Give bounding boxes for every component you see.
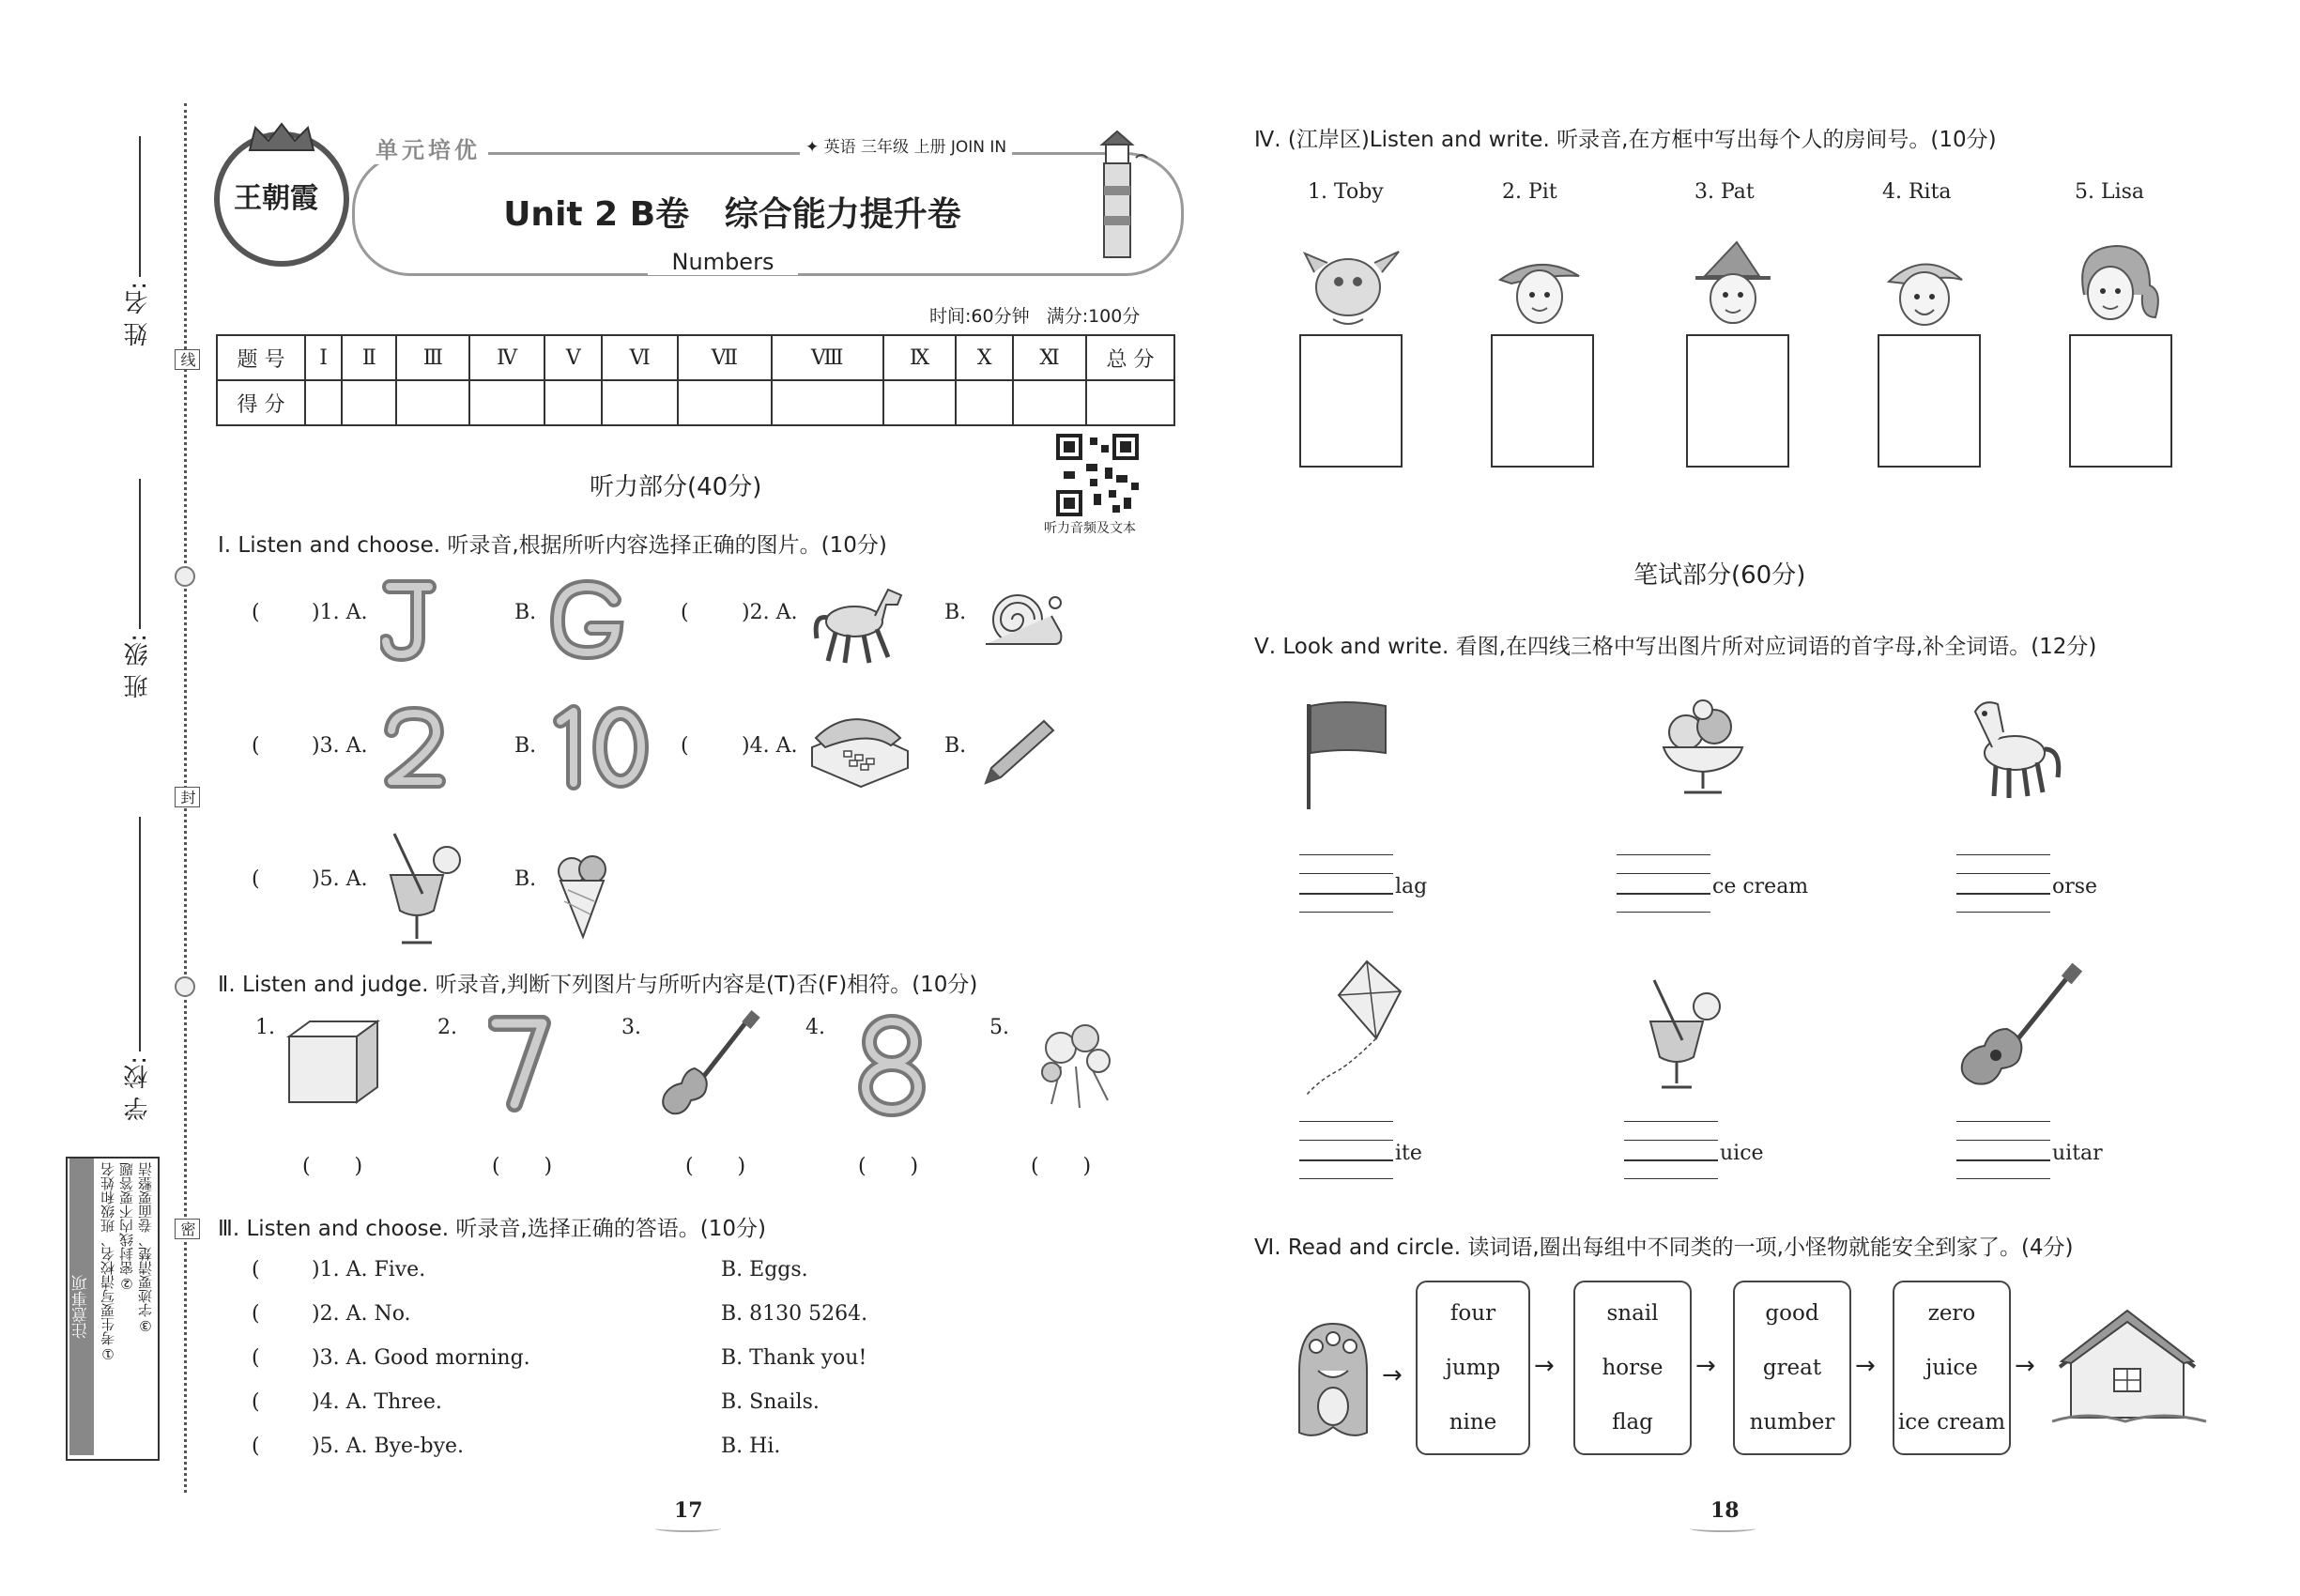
school-label: 学 校:: [124, 1056, 152, 1122]
q2-label: )2. A.: [742, 601, 798, 624]
juice-glass-icon: [1633, 973, 1727, 1095]
room-number-box-pat[interactable]: [1686, 334, 1789, 468]
score-col-8: Ⅷ: [772, 335, 883, 380]
word-group-1[interactable]: [1416, 1281, 1530, 1455]
section-3-title: Ⅲ. Listen and choose. 听录音,选择正确的答语。(10分): [218, 1217, 766, 1241]
score-col-6: Ⅵ: [602, 335, 678, 380]
score-cell[interactable]: [772, 380, 883, 425]
word-option[interactable]: good: [1765, 1301, 1819, 1326]
number-8-icon[interactable]: [851, 1014, 933, 1117]
page-number-left-swoosh: [655, 1525, 721, 1532]
judge-4-answer[interactable]: ( ): [858, 1155, 921, 1178]
crayon-icon[interactable]: [976, 714, 1061, 789]
answer-paren[interactable]: (: [252, 1435, 262, 1458]
person-1-name: 1. Toby: [1308, 180, 1384, 204]
judge-3-num: 3.: [621, 1016, 641, 1039]
house-icon: [2050, 1307, 2210, 1429]
score-col-3: Ⅲ: [396, 335, 469, 380]
number-7-icon[interactable]: [488, 1012, 554, 1115]
horse-picture-icon: [1953, 691, 2065, 804]
four-line-grid-guitar[interactable]: [1956, 1121, 2050, 1179]
arrow-icon: →: [1855, 1352, 1876, 1380]
note-1: ①考生要写清校名、班级和姓名: [100, 1162, 116, 1362]
word-option[interactable]: horse: [1602, 1356, 1664, 1380]
written-part-title: 笔试部分(60分): [1633, 561, 1806, 590]
listening-part-title: 听力部分(40分): [590, 473, 762, 501]
judge-1-num: 1.: [255, 1016, 275, 1039]
section-1-title: Ⅰ. Listen and choose. 听录音,根据所听内容选择正确的图片。(10分): [218, 533, 887, 558]
score-col-total: 总 分: [1086, 335, 1174, 380]
score-cell[interactable]: [305, 380, 342, 425]
score-col-5: Ⅴ: [544, 335, 602, 380]
reply-5-a: )5. A. Bye-bye.: [312, 1435, 465, 1458]
reply-5-b: B. Hi.: [721, 1435, 781, 1458]
school-line[interactable]: [139, 817, 141, 1051]
reply-2-a: )2. A. No.: [312, 1302, 411, 1326]
word-suffix-kite: ite: [1395, 1142, 1422, 1165]
answer-paren[interactable]: (: [252, 1390, 262, 1414]
four-line-grid-ice-cream[interactable]: [1617, 854, 1710, 913]
qr-code-icon[interactable]: [1056, 434, 1139, 516]
class-label: 班 级:: [124, 634, 152, 699]
word-group-4[interactable]: [1893, 1281, 2011, 1455]
name-line[interactable]: [139, 136, 141, 277]
word-option[interactable]: juice: [1925, 1356, 1978, 1380]
unit-title: Unit 2 B卷 综合能力提升卷: [503, 195, 961, 234]
reply-4-a: )4. A. Three.: [312, 1390, 442, 1414]
word-option[interactable]: ice cream: [1897, 1410, 2006, 1435]
arrow-icon: →: [2015, 1352, 2035, 1380]
flowers-icon[interactable]: [1023, 1010, 1127, 1113]
judge-2-num: 2.: [437, 1016, 457, 1039]
score-cell[interactable]: [396, 380, 469, 425]
score-col-1: Ⅰ: [305, 335, 342, 380]
score-row2-label: 得 分: [217, 380, 305, 425]
word-suffix-juice: uice: [1720, 1142, 1764, 1165]
horse-icon[interactable]: [807, 573, 911, 667]
reply-4-b: B. Snails.: [721, 1390, 820, 1414]
q1-b-label: B.: [514, 601, 537, 624]
series-tag: 单元培优: [368, 131, 488, 164]
reply-1-b: B. Eggs.: [721, 1258, 808, 1281]
word-suffix-guitar: uitar: [2052, 1142, 2103, 1165]
person-5-name: 5. Lisa: [2075, 180, 2145, 204]
room-number-box-rita[interactable]: [1878, 334, 1981, 468]
word-option[interactable]: four: [1449, 1301, 1496, 1326]
snail-icon[interactable]: [976, 582, 1070, 657]
word-option[interactable]: great: [1762, 1356, 1822, 1380]
page-number-right-swoosh: [1690, 1525, 1756, 1532]
section-6-title: Ⅵ. Read and circle. 读词语,圈出每组中不同类的一项,小怪物就能安全到家了。(4分): [1254, 1235, 2074, 1260]
word-option[interactable]: zero: [1927, 1301, 1976, 1326]
word-group-2[interactable]: [1573, 1281, 1692, 1455]
monster-icon: [1286, 1314, 1380, 1446]
time-score: 时间:60分钟 满分:100分: [929, 306, 1141, 327]
cut-mark-2: 封: [175, 787, 200, 807]
name-label: 姓 名:: [124, 282, 152, 347]
crown-icon: [246, 122, 317, 152]
q4-b-label: B.: [944, 734, 967, 758]
person-2-name: 2. Pit: [1502, 180, 1557, 204]
toby-avatar-icon: [1296, 235, 1408, 329]
lisa-avatar-icon: [2065, 238, 2169, 332]
arrow-icon: →: [1382, 1361, 1403, 1389]
score-col-10: Ⅹ: [956, 335, 1013, 380]
room-number-box-toby[interactable]: [1299, 334, 1403, 468]
section-4-title: Ⅳ. (江岸区)Listen and write. 听录音,在方框中写出每个人的房间号。(10分): [1254, 128, 1997, 152]
answer-paren[interactable]: (: [252, 734, 262, 758]
score-cell[interactable]: [1086, 380, 1174, 425]
punch-hole-2: [175, 976, 195, 997]
punch-hole-1: [175, 566, 195, 587]
score-col-11: Ⅺ: [1013, 335, 1086, 380]
notes-box: [66, 1157, 160, 1461]
flag-icon: [1303, 698, 1393, 811]
score-table-score-row: [217, 380, 1174, 425]
guitar-picture-icon: [1953, 963, 2084, 1095]
kite-icon: [1301, 958, 1414, 1098]
guitar-icon[interactable]: [657, 1010, 760, 1123]
rita-avatar-icon: [1878, 244, 1971, 330]
answer-paren[interactable]: (: [252, 601, 262, 624]
pat-avatar-icon: [1686, 238, 1780, 330]
score-cell[interactable]: [469, 380, 544, 425]
ice-cream-icon[interactable]: [549, 847, 615, 941]
ice-cream-sundae-icon: [1656, 695, 1750, 798]
section-5-title: Ⅴ. Look and write. 看图,在四线三格中写出图片所对应词语的首字母,补全词语。(12分): [1254, 635, 2097, 659]
room-number-box-lisa[interactable]: [2069, 334, 2172, 468]
juice-icon[interactable]: [376, 828, 466, 948]
qr-caption: 听力音频及文本: [1044, 521, 1136, 536]
lighthouse-icon: [1080, 130, 1155, 261]
cut-mark-1: 线: [175, 349, 200, 370]
score-cell[interactable]: [342, 380, 396, 425]
score-cell[interactable]: [956, 380, 1013, 425]
person-3-name: 3. Pat: [1694, 180, 1755, 204]
judge-2-answer[interactable]: ( ): [492, 1155, 555, 1178]
q4-label: )4. A.: [742, 734, 798, 758]
reply-3-b: B. Thank you!: [721, 1346, 867, 1370]
page-number-left: 17: [674, 1498, 703, 1523]
cut-mark-3: 密: [175, 1219, 200, 1239]
answer-paren[interactable]: (: [681, 601, 691, 624]
answer-paren[interactable]: (: [252, 1258, 262, 1281]
section-2-title: Ⅱ. Listen and judge. 听录音,判断下列图片与所听内容是(T)否(F)相符。(10分): [218, 973, 978, 997]
score-col-2: Ⅱ: [342, 335, 396, 380]
judge-5-num: 5.: [989, 1016, 1009, 1039]
q1-label: )1. A.: [312, 601, 368, 624]
word-option[interactable]: flag: [1612, 1410, 1653, 1435]
judge-1-answer[interactable]: ( ): [302, 1155, 365, 1178]
note-3: ③字迹要清楚、卷面要整洁: [137, 1162, 154, 1334]
score-cell[interactable]: [883, 380, 957, 425]
word-group-3[interactable]: [1733, 1281, 1851, 1455]
score-cell[interactable]: [1013, 380, 1086, 425]
score-col-7: Ⅶ: [678, 335, 772, 380]
number-10-icon[interactable]: [549, 702, 652, 792]
q2-b-label: B.: [944, 601, 967, 624]
reply-1-a: )1. A. Five.: [312, 1258, 426, 1281]
reply-2-b: B. 8130 5264.: [721, 1302, 868, 1326]
four-line-grid-horse[interactable]: [1956, 854, 2050, 913]
brand-logo: [214, 131, 349, 267]
word-option[interactable]: number: [1749, 1410, 1835, 1435]
word-suffix-horse: orse: [2052, 875, 2098, 898]
brand-name: 王朝霞: [234, 182, 318, 215]
letter-j-icon[interactable]: [380, 577, 437, 662]
note-2: ②密封线内不要答题: [118, 1162, 135, 1292]
score-col-9: Ⅸ: [883, 335, 957, 380]
room-number-box-pit[interactable]: [1491, 334, 1594, 468]
telephone-icon[interactable]: [803, 710, 915, 789]
q5-label: )5. A.: [312, 867, 368, 891]
class-line[interactable]: [139, 479, 141, 629]
score-table-header-row: [217, 335, 1174, 380]
answer-paren[interactable]: (: [681, 734, 691, 758]
grade-meta: ✦ 英语 三年级 上册 JOIN IN: [800, 133, 1012, 157]
person-4-name: 4. Rita: [1882, 180, 1952, 204]
answer-paren[interactable]: (: [252, 867, 262, 891]
score-cell[interactable]: [544, 380, 602, 425]
q5-b-label: B.: [514, 867, 537, 891]
number-2-icon[interactable]: [380, 706, 448, 790]
arrow-icon: →: [1534, 1352, 1555, 1380]
reply-3-a: )3. A. Good morning.: [312, 1346, 530, 1370]
score-col-4: Ⅳ: [469, 335, 544, 380]
score-cell[interactable]: [678, 380, 772, 425]
q3-b-label: B.: [514, 734, 537, 758]
answer-paren[interactable]: (: [252, 1346, 262, 1370]
word-option[interactable]: nine: [1449, 1410, 1497, 1435]
score-cell[interactable]: [602, 380, 678, 425]
unit-subtitle: Numbers: [648, 249, 798, 275]
arrow-icon: →: [1695, 1352, 1716, 1380]
four-line-grid-flag[interactable]: [1299, 854, 1393, 913]
notes-title: 注意事项: [69, 1159, 94, 1455]
word-suffix-flag: lag: [1395, 875, 1428, 898]
word-option[interactable]: snail: [1606, 1301, 1659, 1326]
judge-3-answer[interactable]: ( ): [685, 1155, 748, 1178]
judge-5-answer[interactable]: ( ): [1031, 1155, 1094, 1178]
judge-4-num: 4.: [805, 1016, 825, 1039]
box-icon[interactable]: [282, 1016, 385, 1110]
score-table: [216, 334, 1175, 426]
score-row-label: 题 号: [217, 335, 305, 380]
page-number-right: 18: [1710, 1498, 1740, 1523]
letter-g-icon[interactable]: [544, 577, 629, 662]
pit-avatar-icon: [1493, 246, 1587, 330]
four-line-grid-kite[interactable]: [1299, 1121, 1393, 1179]
four-line-grid-juice[interactable]: [1624, 1121, 1718, 1179]
word-option[interactable]: jump: [1445, 1356, 1501, 1380]
q3-label: )3. A.: [312, 734, 368, 758]
word-suffix-ice-cream: ce cream: [1712, 875, 1809, 898]
answer-paren[interactable]: (: [252, 1302, 262, 1326]
